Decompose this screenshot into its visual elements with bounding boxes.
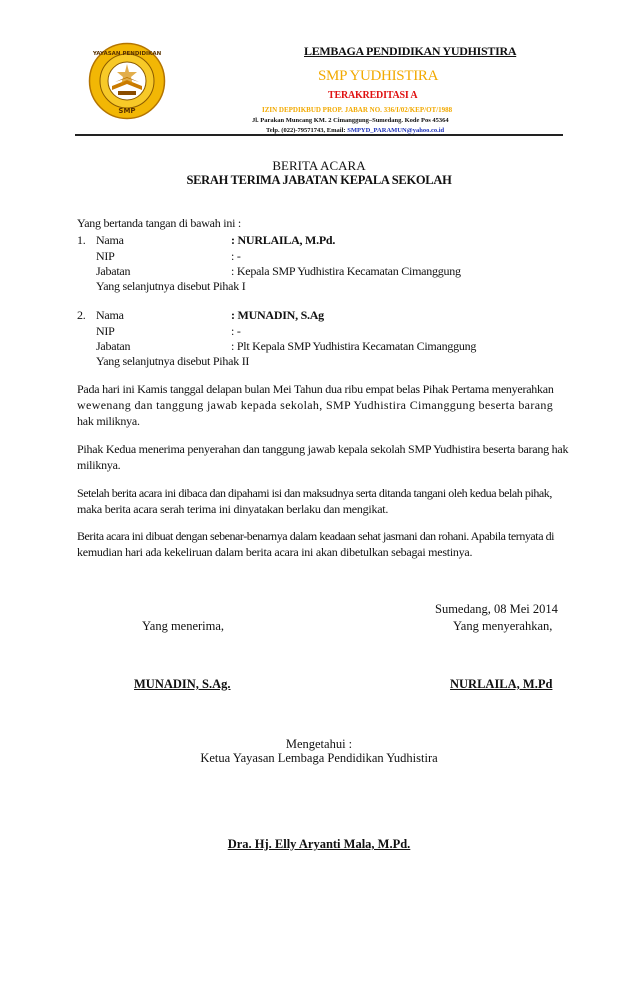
- paragraph-2-line-1: Pihak Kedua menerima penyerahan dan tanggung jawab kepala sekolah SMP Yudhistira beserta barang hak: [77, 442, 569, 456]
- party-1-note: Yang selanjutnya disebut Pihak I: [96, 279, 246, 293]
- paragraph-1-line-3: hak miliknya.: [77, 414, 140, 428]
- acknowledged-name: Dra. Hj. Elly Aryanti Mala, M.Pd.: [227, 837, 411, 851]
- paragraph-4-line-2: kemudian hari ada kekeliruan dalam berita acara ini akan dibetulkan sebagai mestinya.: [77, 545, 473, 559]
- acknowledged-role: Ketua Yayasan Lembaga Pendidikan Yudhistira: [200, 751, 438, 765]
- school-logo-icon: [88, 42, 166, 120]
- receiver-name: MUNADIN, S.Ag.: [134, 677, 231, 691]
- party-2-note: Yang selanjutnya disebut Pihak II: [96, 354, 250, 368]
- giver-label: Yang menyerahkan,: [453, 619, 553, 633]
- phone: Telp. (022)-79571743, Email:: [266, 127, 348, 134]
- party-1-nip: : -: [231, 249, 241, 263]
- permit-number: IZIN DEPDIKBUD PROP. JABAR NO. 336/I/02/KEP/OT/1988: [262, 106, 453, 114]
- accreditation: TERAKREDITASI A: [328, 90, 418, 101]
- party-2-number: 2.: [77, 308, 86, 322]
- doc-title: BERITA ACARA: [272, 158, 366, 173]
- paragraph-3-line-1: Setelah berita acara ini dibaca dan dipahami isi dan maksudnya serta ditanda tangani oleh kedua belah pihak,: [77, 486, 552, 500]
- party-2-name-label: Nama: [96, 308, 124, 322]
- giver-name: NURLAILA, M.Pd: [450, 677, 553, 691]
- party-1-number: 1.: [77, 233, 86, 247]
- letterhead-divider: [75, 134, 563, 136]
- party-1-jabatan-label: Jabatan: [96, 264, 131, 278]
- logo-text-top: YAYASAN PENDIDIKAN: [92, 51, 162, 57]
- party-1-name-label: Nama: [96, 233, 124, 247]
- org-name: LEMBAGA PENDIDIKAN YUDHISTIRA: [304, 44, 517, 58]
- logo-text-bottom: SMP: [118, 107, 136, 115]
- paragraph-1-line-1: Pada hari ini Kamis tanggal delapan bulan Mei Tahun dua ribu empat belas Pihak Pertama menyerahkan: [77, 382, 554, 396]
- paragraph-3-line-2: maka berita acara serah terima ini dinyatakan berlaku dan mengikat.: [77, 502, 389, 516]
- intro-text: Yang bertanda tangan di bawah ini :: [77, 216, 241, 230]
- paragraph-4-line-1: Berita acara ini dibuat dengan sebenar-benarnya dalam keadaan sehat jasmani dan rohani. Apabila ternyata di: [77, 529, 555, 543]
- receiver-label: Yang menerima,: [142, 619, 225, 633]
- party-2-jabatan-label: Jabatan: [96, 339, 131, 353]
- address: Jl. Parakan Muncang KM. 2 Cimanggung–Sumedang. Kode Pos 45364: [252, 117, 449, 124]
- party-2-jabatan: : Plt Kepala SMP Yudhistira Kecamatan Cimanggung: [231, 339, 477, 353]
- paragraph-2-line-2: miliknya.: [77, 458, 121, 472]
- party-1-nip-label: NIP: [96, 249, 115, 263]
- acknowledged-label: Mengetahui :: [285, 737, 353, 751]
- school-name: SMP YUDHISTIRA: [318, 68, 439, 84]
- party-1-jabatan: : Kepala SMP Yudhistira Kecamatan Cimanggung: [231, 264, 461, 278]
- place-date: Sumedang, 08 Mei 2014: [435, 602, 558, 616]
- party-2-name: : MUNADIN, S.Ag: [231, 308, 324, 322]
- party-1-name: : NURLAILA, M.Pd.: [231, 233, 336, 247]
- email-link[interactable]: SMPYD_PARAMUN@yahoo.co.id: [347, 127, 445, 134]
- contact-line: [266, 127, 444, 134]
- paragraph-1-line-2: wewenang dan tanggung jawab kepada sekolah, SMP Yudhistira Cimanggung beserta barang: [77, 398, 554, 412]
- doc-subtitle: SERAH TERIMA JABATAN KEPALA SEKOLAH: [186, 173, 452, 187]
- party-2-nip: : -: [231, 324, 241, 338]
- party-2-nip-label: NIP: [96, 324, 115, 338]
